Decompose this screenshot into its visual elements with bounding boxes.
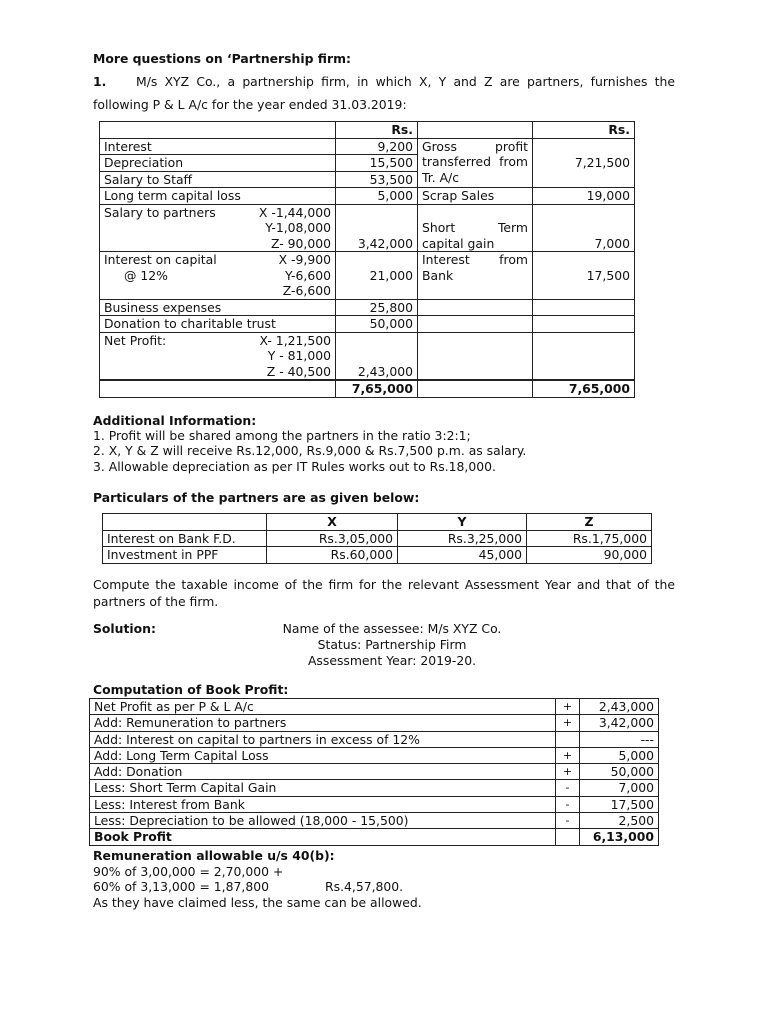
pl-row — [100, 138, 635, 155]
table-row: Less: Short Term Capital Gain - 7,000 — [90, 780, 659, 796]
pl-row — [100, 188, 635, 205]
table-row: Net Profit as per P & L A/c + 2,43,000 — [90, 699, 659, 715]
debit-amount: 50,000 — [336, 316, 418, 333]
credit-amount: 7,21,500 — [533, 138, 635, 188]
remuneration-total: Rs.4,57,800. — [325, 879, 404, 894]
debit-label: Net Profit: X- 1,21,500 Y - 81,000 Z - 40,500 — [100, 332, 336, 380]
debit-amount: 15,500 — [336, 155, 418, 172]
table-row: Less: Depreciation to be allowed (18,000 - 15,500) - 2,500 — [90, 813, 659, 829]
remuneration-line1: 90% of 3,00,000 = 2,70,000 + — [93, 864, 284, 879]
pl-row — [100, 204, 635, 252]
credit-amount: 17,500 — [533, 252, 635, 300]
debit-label: Business expenses — [100, 299, 336, 316]
debit-currency-header: Rs. — [336, 122, 418, 139]
table-row: Add: Long Term Capital Loss + 5,000 — [90, 747, 659, 763]
table-row: Interest on Bank F.D. Rs.3,05,000 Rs.3,25,000 Rs.1,75,000 — [103, 530, 652, 547]
assessment-year: Assessment Year: 2019-20. — [307, 653, 477, 668]
credit-currency-header: Rs. — [533, 122, 635, 139]
debit-label: Donation to charitable trust — [100, 316, 336, 333]
assessee-status: Status: Partnership Firm — [317, 637, 467, 652]
debit-amount: 21,000 — [336, 252, 418, 300]
column-header-x: X — [267, 514, 398, 531]
debit-amount: 2,43,000 — [336, 332, 418, 380]
pl-row — [100, 299, 635, 316]
pl-header-row — [100, 122, 635, 139]
column-header-z: Z — [527, 514, 652, 531]
solution-label: Solution: — [93, 621, 156, 636]
partners-title: Particulars of the partners are as given below: — [93, 490, 420, 505]
credit-label: Gross profit transferred from Tr. A/c — [418, 138, 533, 188]
debit-amount: 9,200 — [336, 138, 418, 155]
book-profit-title: Computation of Book Profit: — [93, 682, 289, 697]
credit-total: 7,65,000 — [533, 380, 635, 397]
debit-amount: 53,500 — [336, 171, 418, 188]
book-profit-table — [89, 698, 659, 846]
debit-amount: 3,42,000 — [336, 204, 418, 252]
debit-label: Long term capital loss — [100, 188, 336, 205]
credit-label: Short Term capital gain — [418, 204, 533, 252]
partners-header-row — [103, 514, 652, 531]
table-row: Add: Donation + 50,000 — [90, 764, 659, 780]
debit-label: Interest on capital @ 12% X -9,900 Y-6,600 Z-6,600 — [100, 252, 336, 300]
question-number: 1. — [93, 74, 107, 89]
debit-label: Interest — [100, 138, 336, 155]
question-text-line1: M/s XYZ Co., a partnership firm, in which X, Y and Z are partners, furnishes the — [136, 74, 675, 89]
remuneration-line2: 60% of 3,13,000 = 1,87,800 — [93, 879, 269, 894]
pl-row — [100, 332, 635, 380]
table-row: Investment in PPF Rs.60,000 45,000 90,000 — [103, 547, 652, 564]
task-line2: partners of the firm. — [93, 594, 219, 609]
remuneration-line3: As they have claimed less, the same can be allowed. — [93, 895, 422, 910]
assessee-name: Name of the assessee: M/s XYZ Co. — [282, 621, 502, 636]
debit-total: 7,65,000 — [336, 380, 418, 397]
book-profit-total-row: Book Profit 6,13,000 — [90, 829, 659, 845]
additional-info-item: 3. Allowable depreciation as per IT Rules works out to Rs.18,000. — [93, 459, 496, 474]
question-text-line2: following P & L A/c for the year ended 31.03.2019: — [93, 97, 407, 112]
credit-amount: 19,000 — [533, 188, 635, 205]
table-row: Less: Interest from Bank - 17,500 — [90, 796, 659, 812]
additional-info-item: 2. X, Y & Z will receive Rs.12,000, Rs.9,000 & Rs.7,500 p.m. as salary. — [93, 443, 527, 458]
debit-label: Depreciation — [100, 155, 336, 172]
additional-info-title: Additional Information: — [93, 413, 257, 428]
credit-label: Scrap Sales — [418, 188, 533, 205]
table-row: Add: Remuneration to partners + 3,42,000 — [90, 715, 659, 731]
additional-info-item: 1. Profit will be shared among the partners in the ratio 3:2:1; — [93, 428, 471, 443]
column-header-y: Y — [398, 514, 527, 531]
pl-row — [100, 252, 635, 300]
table-row: Add: Interest on capital to partners in excess of 12% --- — [90, 731, 659, 747]
debit-label: Salary to partners X -1,44,000 Y-1,08,000 Z- 90,000 — [100, 204, 336, 252]
credit-amount: 7,000 — [533, 204, 635, 252]
partners-table — [102, 513, 652, 564]
debit-amount: 5,000 — [336, 188, 418, 205]
pl-account-table — [99, 121, 635, 398]
task-line1: Compute the taxable income of the firm for the relevant Assessment Year and that of the — [93, 577, 675, 592]
remuneration-title: Remuneration allowable u/s 40(b): — [93, 848, 335, 863]
pl-total-row — [100, 380, 635, 397]
debit-amount: 25,800 — [336, 299, 418, 316]
pl-row — [100, 316, 635, 333]
credit-label: Interest from Bank — [418, 252, 533, 300]
debit-label: Salary to Staff — [100, 171, 336, 188]
section-heading: More questions on ‘Partnership firm: — [93, 51, 351, 66]
